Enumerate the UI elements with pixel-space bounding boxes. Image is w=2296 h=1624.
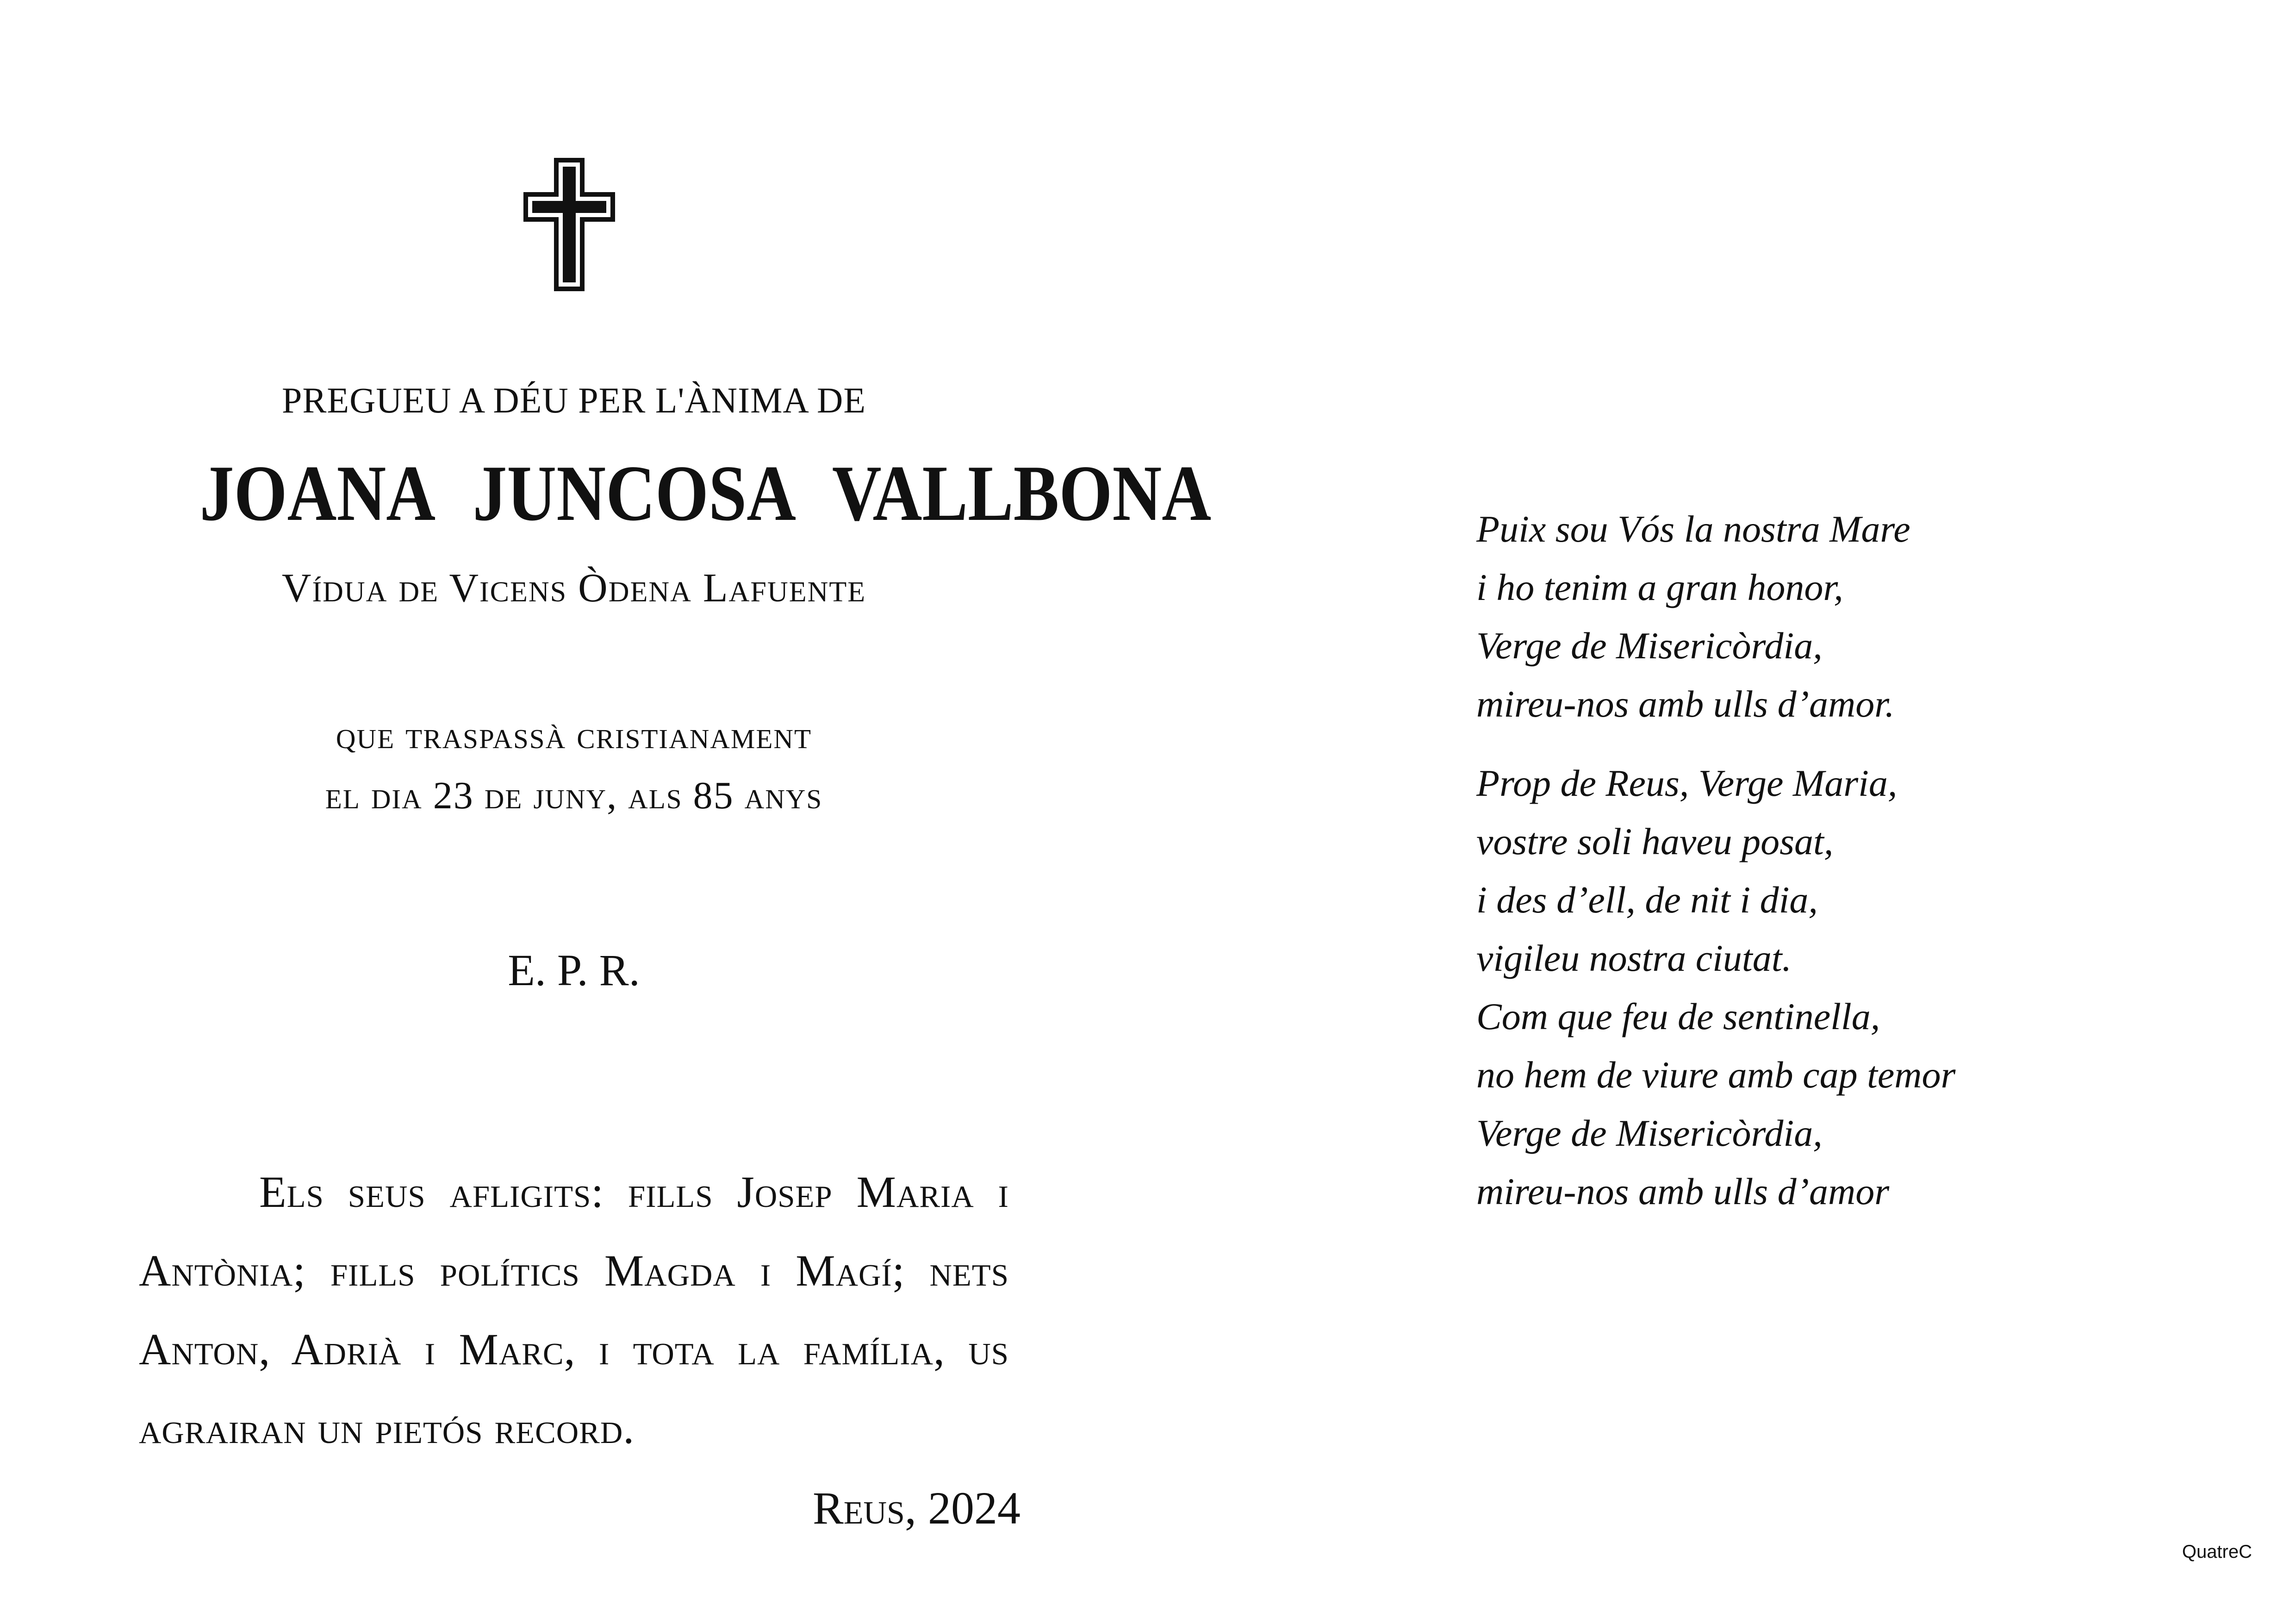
deceased-name: JOANA JUNCOSA VALLBONA [199, 450, 1212, 537]
poem-line: no hem de viure amb cap temor [1476, 1054, 1956, 1096]
poem [1476, 500, 2171, 1221]
passing-line-2: el dia 23 de juny, als 85 anys [325, 774, 823, 817]
memorial-card-front [139, 157, 1212, 1546]
poem-line: Verge de Misericòrdia, [1476, 625, 1823, 667]
place-date: Reus, 2024 [813, 1482, 1020, 1534]
poem-line: Puix sou Vós la nostra Mare [1476, 508, 1910, 550]
poem-line: Com que feu de sentinella, [1476, 995, 1880, 1037]
epr-inscription: E. P. R. [508, 945, 640, 995]
poem-stanza-1 [1476, 500, 2171, 733]
poem-line: mireu-nos amb ulls d’amor. [1476, 683, 1895, 725]
poem-line: Prop de Reus, Verge Maria, [1476, 762, 1898, 804]
poem-stanza-2 [1476, 754, 2171, 1221]
poem-line: vigileu nostra ciutat. [1476, 937, 1792, 979]
passing-line-1: que traspassà cristianament [336, 714, 812, 757]
mourners-paragraph: Els seus afligits: fills Josep Maria i Antònia; fills polítics Magda i Magí; nets Anton, Adrià i Marc, i tota la família, us agrairan un pietós record. [139, 1167, 1009, 1453]
widow-of-line: Vídua de Vicens Òdena Lafuente [281, 566, 866, 611]
printer-signature: QuatreC [2182, 1542, 2252, 1562]
poem-line: mireu-nos amb ulls d’amor [1476, 1170, 1890, 1212]
prayer-heading: PREGUEU A DÉU PER L'ÀNIMA DE [282, 380, 866, 420]
poem-line: vostre soli haveu posat, [1476, 820, 1834, 862]
poem-line: i ho tenim a gran honor, [1476, 566, 1843, 608]
cross-icon [523, 157, 616, 292]
poem-line: Verge de Misericòrdia, [1476, 1112, 1823, 1154]
poem-line: i des d’ell, de nit i dia, [1476, 879, 1818, 921]
